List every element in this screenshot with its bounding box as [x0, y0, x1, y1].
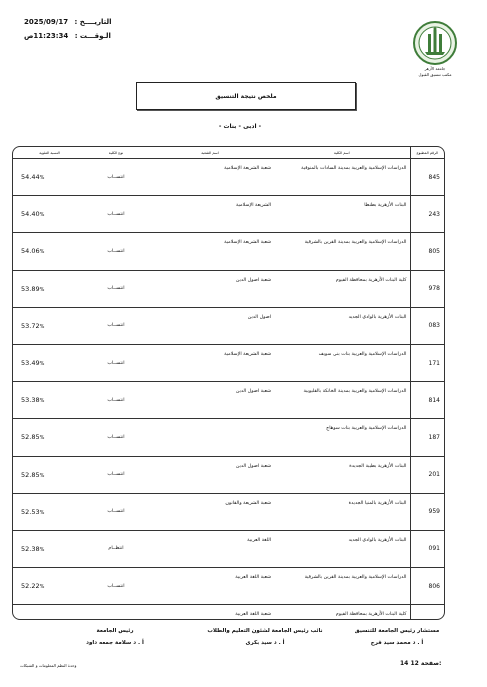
signature-title: نائب رئيس الجامعة لشئون التعليم والطلاب: [207, 628, 323, 634]
row-pct: [13, 568, 86, 605]
pct-value: 53.72: [21, 321, 40, 330]
pct-symbol: %: [39, 584, 45, 591]
header-dept: اسم الشعبة: [146, 147, 274, 159]
row-pct: [13, 233, 86, 270]
header-type: نوع الكلية: [86, 147, 146, 159]
table-row: [13, 456, 444, 493]
row-college: الدراسات الإسلامية والعربية بمدينة القرين بالشرقية: [274, 233, 410, 270]
row-type: انتســاب: [86, 196, 146, 233]
pct-value: 54.06: [21, 247, 40, 256]
row-code: [410, 605, 444, 620]
table-row: [13, 493, 444, 530]
row-code: 091: [410, 530, 444, 567]
table-header-row: [13, 147, 444, 159]
row-dept: شعبة اصول الدين: [146, 456, 274, 493]
row-pct: [13, 307, 86, 344]
row-pct: [13, 419, 86, 456]
row-type: انتســاب: [86, 307, 146, 344]
time-row: [24, 32, 111, 40]
pct-symbol: %: [39, 323, 45, 330]
pct-value: [21, 619, 40, 620]
table-row: [13, 233, 444, 270]
pct-symbol: %: [39, 175, 45, 182]
pct-value: 53.89: [21, 284, 40, 293]
pct-symbol: %: [39, 212, 45, 219]
row-code: 845: [410, 159, 444, 196]
row-type: انتســاب: [86, 382, 146, 419]
row-dept: الشريعة الإسلامية: [146, 196, 274, 233]
row-college: البنات الأزهرية بطنطا: [274, 196, 410, 233]
row-pct: [13, 270, 86, 307]
row-type: انتظــام: [86, 530, 146, 567]
row-code: 243: [410, 196, 444, 233]
page-label: صفحة:: [420, 660, 442, 667]
pct-value: 53.38: [21, 396, 40, 405]
row-type: [86, 605, 146, 620]
header-pct: النسبة المئوية: [13, 147, 86, 159]
table-row: [13, 270, 444, 307]
row-type: انتســاب: [86, 456, 146, 493]
row-code: 083: [410, 307, 444, 344]
page-number: [400, 660, 441, 667]
table-row: [13, 382, 444, 419]
row-pct: [13, 456, 86, 493]
signature-coordination-advisor: [342, 628, 452, 646]
row-pct: [13, 344, 86, 381]
row-code: 814: [410, 382, 444, 419]
row-pct: [13, 382, 86, 419]
row-college: البنات الأزهرية بالوادي الجديد: [274, 530, 410, 567]
row-dept: شعبة الشريعة الإسلامية: [146, 233, 274, 270]
pct-symbol: %: [39, 546, 45, 553]
pct-value: 52.22: [21, 582, 40, 591]
pct-symbol: %: [39, 361, 45, 368]
row-dept: شعبة اللغة العربية: [146, 605, 274, 620]
section-label: - ادبى - بنات -: [218, 123, 262, 130]
table-row: [13, 568, 444, 605]
row-college: البنات الأزهرية بالوادي الجديد: [274, 307, 410, 344]
row-college: الدراسات الإسلامية والعربية بمدينة القرين بالشرقية: [274, 568, 410, 605]
pct-value: 52.85: [21, 433, 40, 442]
signature-title: مستشار رئيس الجامعة للتنسيق: [354, 628, 440, 634]
row-pct: [13, 530, 86, 567]
table-row: [13, 307, 444, 344]
row-dept: شعبة اللغة العربية: [146, 568, 274, 605]
row-type: انتســاب: [86, 233, 146, 270]
row-code: 201: [410, 456, 444, 493]
header-code: الرقم المطبوع: [410, 147, 444, 159]
row-college: الدراسات الإسلامية والعربية بنات بنى سويف: [274, 344, 410, 381]
row-dept: شعبة اصول الدين: [146, 382, 274, 419]
pct-symbol: %: [39, 249, 45, 256]
university-name: جامعة الأزهر: [424, 66, 446, 71]
row-type: انتســاب: [86, 493, 146, 530]
pct-symbol: %: [39, 472, 45, 479]
date-label: التاريــــخ :: [74, 18, 112, 26]
row-code: 805: [410, 233, 444, 270]
row-code: 171: [410, 344, 444, 381]
al-azhar-logo-icon: [412, 20, 458, 66]
pct-value: 54.40: [21, 210, 40, 219]
pct-value: 52.85: [21, 470, 40, 479]
row-college: الدراسات الإسلامية والعربية بنات سوهاج: [274, 419, 410, 456]
row-type: انتســاب: [86, 159, 146, 196]
table-row: [13, 196, 444, 233]
page-title: ملخص نتيجة التنسيق: [136, 82, 356, 110]
results-table: [12, 146, 445, 620]
pct-symbol: %: [39, 509, 45, 516]
row-dept: شعبة اصول الدين: [146, 270, 274, 307]
table-row: [13, 530, 444, 567]
date-row: [24, 18, 112, 26]
row-college: الدراسات الإسلامية والعربية بمدينة السادات بالمنوفية: [274, 159, 410, 196]
time-label: الـوقـــت :: [74, 32, 111, 40]
row-code: 187: [410, 419, 444, 456]
signature-name: أ . د سيد بكرى: [245, 640, 285, 646]
table-row: [13, 419, 444, 456]
row-college: كلية البنات الأزهرية بمحافظة الفيوم: [274, 605, 410, 620]
row-dept: اصول الدين: [146, 307, 274, 344]
row-college: البنات الأزهرية بطيبة الجديدة: [274, 456, 410, 493]
row-type: انتســاب: [86, 270, 146, 307]
signature-title: رئيس الجامعة: [96, 628, 134, 634]
pct-value: 52.38: [21, 544, 40, 553]
signature-vice-president: [195, 628, 335, 646]
pct-value: 54.44: [21, 173, 40, 182]
time-value: 11:23:34ص: [24, 32, 69, 40]
pct-symbol: %: [39, 398, 45, 405]
row-college: كلية البنات الأزهرية بمحافظة الفيوم: [274, 270, 410, 307]
row-code: 806: [410, 568, 444, 605]
pct-symbol: %: [39, 286, 45, 293]
row-type: انتســاب: [86, 344, 146, 381]
pct-value: 53.49: [21, 359, 40, 368]
row-dept: شعبة الشريعة والقانون: [146, 493, 274, 530]
row-pct: [13, 605, 86, 620]
pct-value: 52.53: [21, 507, 40, 516]
page-current: 12: [410, 660, 419, 667]
date-value: 2025/09/17: [24, 18, 69, 26]
row-dept: شعبة الشريعة الإسلامية: [146, 344, 274, 381]
row-dept: [146, 419, 274, 456]
row-type: انتســاب: [86, 419, 146, 456]
signature-name: أ . د سلامة جمعه داود: [86, 640, 144, 646]
row-type: انتســاب: [86, 568, 146, 605]
table-row: [13, 159, 444, 196]
pct-symbol: %: [39, 435, 45, 442]
table-row: [13, 605, 444, 620]
footer-unit: وحدة النظم المعلومات و الشبكات: [20, 663, 77, 668]
office-name: مكتب تنسيق القبول: [418, 72, 452, 77]
header-college: اسم الكلية: [274, 147, 410, 159]
row-pct: [13, 159, 86, 196]
signature-president: [60, 628, 170, 646]
row-code: 959: [410, 493, 444, 530]
row-pct: [13, 196, 86, 233]
page-total: 14: [400, 660, 409, 667]
table-row: [13, 344, 444, 381]
row-pct: [13, 493, 86, 530]
signature-name: أ . د محمد سيد فرج: [370, 640, 424, 646]
row-college: الدراسات الإسلامية والعربية بمدينة الخانكة بالقليوبية: [274, 382, 410, 419]
row-college: البنات الأزهرية بالمنيا الجديدة: [274, 493, 410, 530]
row-code: 978: [410, 270, 444, 307]
row-dept: شعبة الشريعة الإسلامية: [146, 159, 274, 196]
row-dept: اللغة العربية: [146, 530, 274, 567]
